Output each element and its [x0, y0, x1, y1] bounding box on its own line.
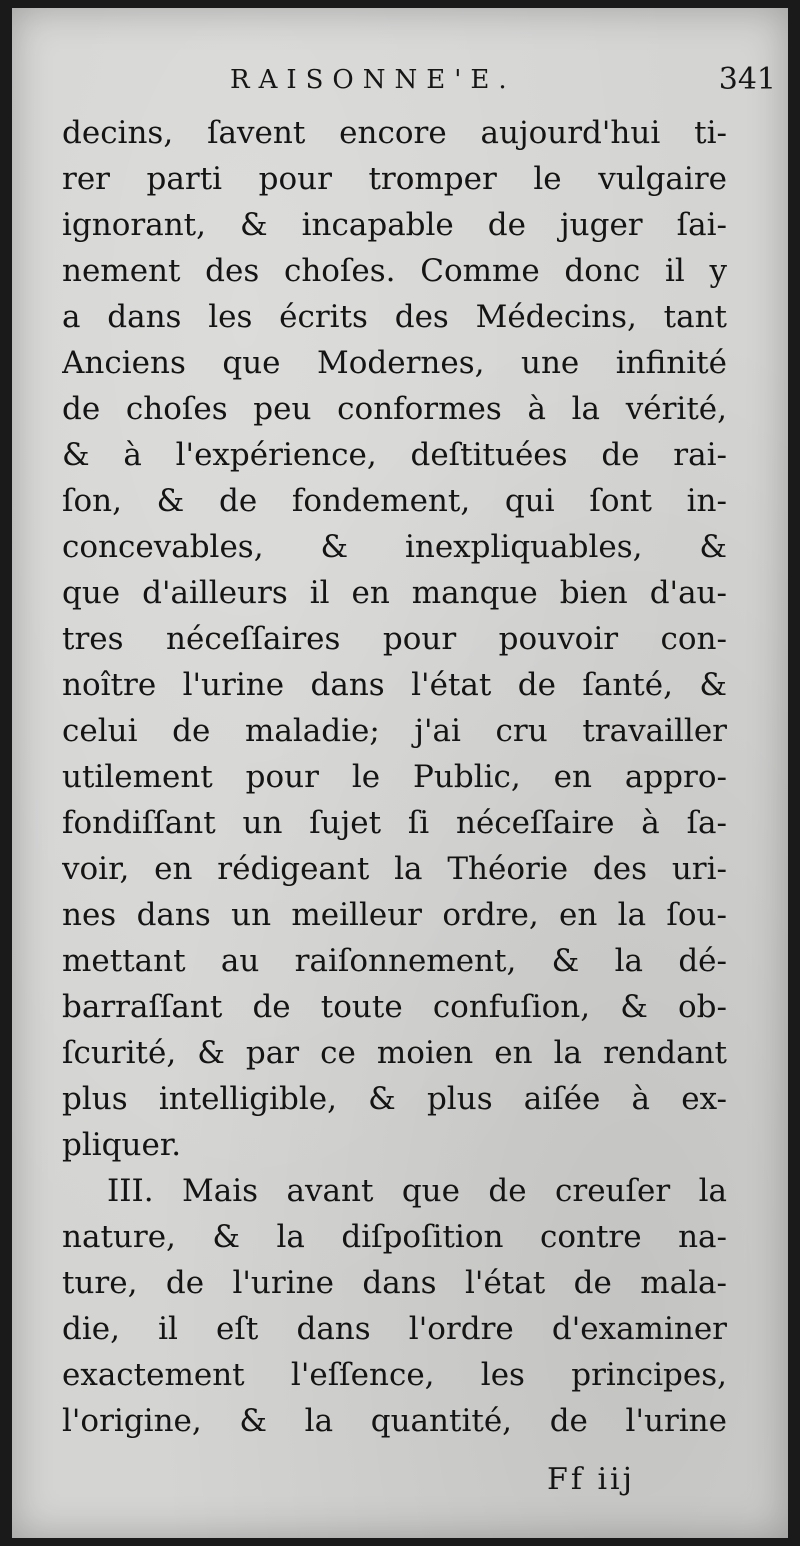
text-line: die, il eſt dans l'ordre d'examiner [62, 1311, 727, 1347]
text-line: que d'ailleurs il en manque bien d'au- [62, 575, 727, 611]
text-line: plus intelligible, & plus aiſée à ex- [62, 1081, 727, 1117]
text-line: celui de maladie; j'ai cru travailler [62, 713, 727, 749]
text-line: de choſes peu conformes à la vérité, [62, 391, 727, 427]
text-line: a dans les écrits des Médecins, tant [62, 299, 727, 335]
text-line-paragraph-end: pliquer. [62, 1127, 182, 1163]
text-line: voir, en rédigeant la Théorie des uri- [62, 851, 727, 887]
text-line: exactement l'eſſence, les principes, [62, 1357, 727, 1393]
text-line: mettant au raiſonnement, & la dé- [62, 943, 727, 979]
text-line: ignorant, & incapable de juger ſai- [62, 207, 727, 243]
page-number: 341 [718, 62, 776, 97]
text-line: ſcurité, & par ce moien en la rendant [62, 1035, 727, 1071]
text-line: barraſſant de toute confuſion, & ob- [62, 989, 727, 1025]
text-line-paragraph-start: III. Mais avant que de creuſer la [107, 1173, 727, 1209]
signature-mark: Ff iij [547, 1462, 635, 1497]
running-head: RAISONNE'E. [230, 65, 516, 95]
text-line: Anciens que Modernes, une infinité [62, 345, 727, 381]
book-page [12, 8, 788, 1538]
text-line: nature, & la diſpoſition contre na- [62, 1219, 727, 1255]
text-line: ture, de l'urine dans l'état de mala- [62, 1265, 727, 1301]
text-line: rer parti pour tromper le vulgaire [62, 161, 727, 197]
text-line: l'origine, & la quantité, de l'urine [62, 1403, 727, 1439]
text-line: nes dans un meilleur ordre, en la ſou- [62, 897, 727, 933]
text-line: utilement pour le Public, en appro- [62, 759, 727, 795]
body-text [62, 110, 727, 1444]
text-line: fondiſſant un ſujet ſi néceſſaire à ſa- [62, 805, 727, 841]
page-header [12, 60, 788, 110]
text-line: & à l'expérience, deſtituées de rai- [62, 437, 727, 473]
text-line: noître l'urine dans l'état de ſanté, & [62, 667, 727, 703]
text-line: concevables, & inexpliquables, & [62, 529, 727, 565]
text-line: nement des choſes. Comme donc il y [62, 253, 727, 289]
text-line: ſon, & de fondement, qui ſont in- [62, 483, 727, 519]
text-line: decins, ſavent encore aujourd'hui ti- [62, 115, 727, 151]
text-line: tres néceſſaires pour pouvoir con- [62, 621, 727, 657]
